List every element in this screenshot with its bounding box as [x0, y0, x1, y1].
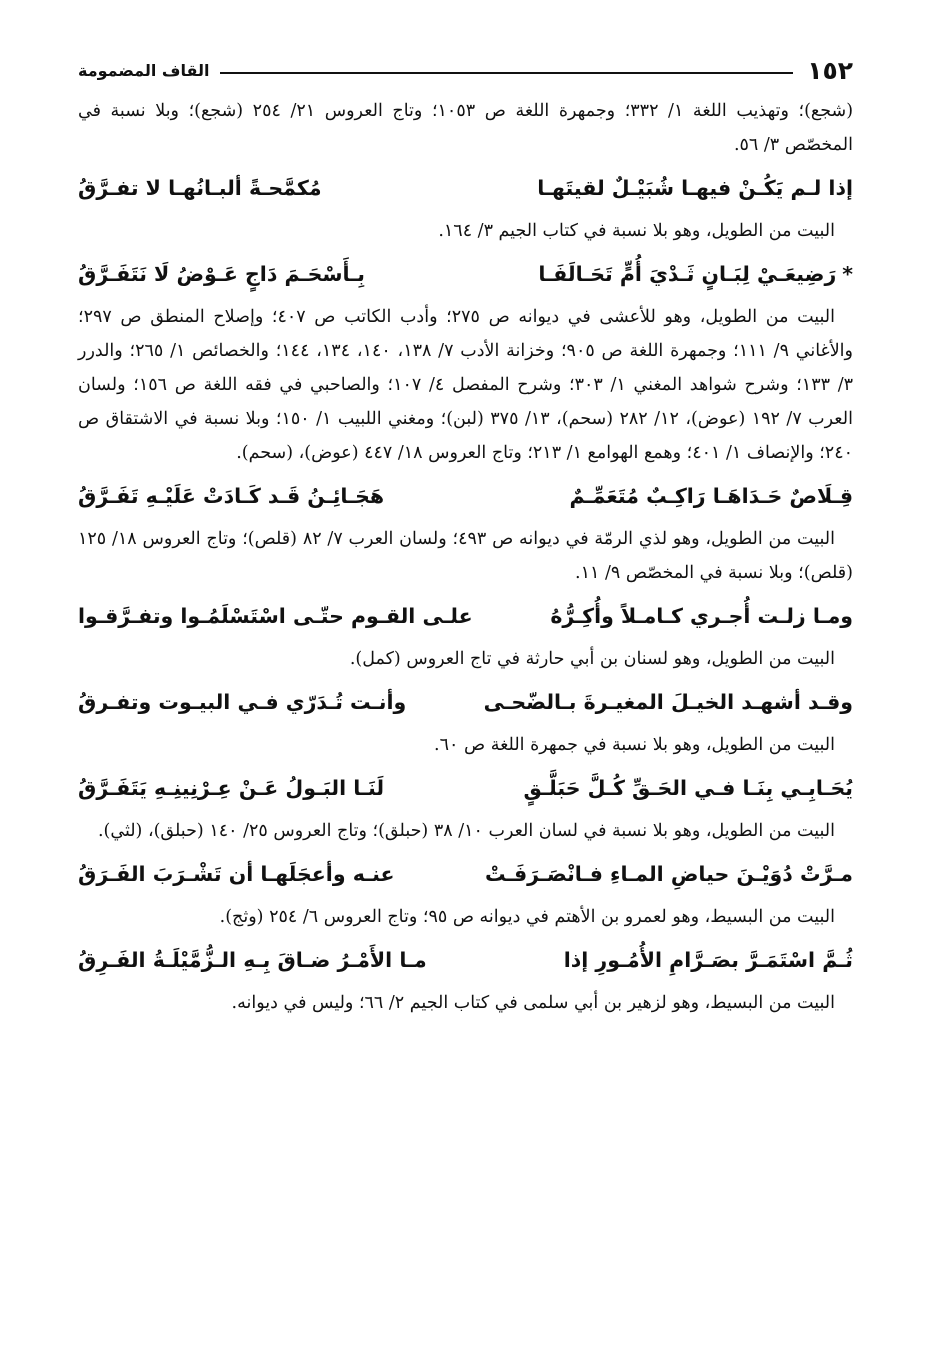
- verse-first-hemistich: [524, 762, 853, 814]
- hemistich-text: رَضِيعَـيْ لِبَـانٍ ثَـدْيَ أُمٍّ تَحَـالَفَـا: [538, 262, 837, 286]
- verse-second-hemistich: بِـأَسْحَـمَ دَاجٍ عَـوْضُ لَا نَتَفَـرَّقُ: [78, 262, 365, 286]
- intro-footnote: (شجع)؛ وتهذيب اللغة ١/ ٣٣٢؛ وجمهرة اللغة ص ١٠٥٣؛ وتاج العروس ٢١/ ٢٥٤ (شجع)؛ وبلا نسبة في المخصّص ٣/ ٥٦.: [78, 101, 854, 155]
- verse-second-hemistich: عنـه وأعجَلَهـا أن تَشْـرَبَ الفَـرَقُ: [78, 862, 395, 886]
- verse-footnote: البيت من البسيط، وهو لزهير بن أبي سلمى في كتاب الجيم ٢/ ٦٦؛ وليس في ديوانه.: [231, 993, 835, 1013]
- verse-first-hemistich: [538, 248, 853, 300]
- verse-first-hemistich: [570, 470, 853, 522]
- verse-first-hemistich: [537, 162, 853, 214]
- hemistich-text: مـرَّتْ دُوَيْـنَ حياضِ المـاءِ فـانْصَـرَفَـتْ: [485, 862, 853, 886]
- page-content: [78, 94, 853, 1020]
- verse-line: [78, 676, 853, 728]
- verse-entries: [78, 162, 853, 1020]
- verse-footnote: البيت من الطويل، وهو بلا نسبة في جمهرة اللغة ص ٦٠.: [434, 735, 835, 755]
- verse-second-hemistich: مُكمَّحـةً ألبـانُهـا لا تفـرَّقُ: [78, 176, 322, 200]
- verse-first-hemistich: [550, 590, 853, 642]
- verse-second-hemistich: علـى القـوم حتّـى اسْتَسْلَمُـوا وتفـرَّقـوا: [78, 604, 473, 628]
- verse-line: [78, 934, 853, 986]
- chapter-title: القاف المضمومة: [78, 60, 210, 80]
- verse-footnote: البيت من الطويل، وهو لذي الرمّة في ديوانه ص ٤٩٣؛ ولسان العرب ٧/ ٨٢ (قلص)؛ وتاج العروس ١٨/ ١٢٥ (قلص)؛ وبلا نسبة في المخصّص ٩/ ١١.: [78, 529, 853, 583]
- verse-line: [78, 162, 853, 214]
- hemistich-text: قِـلَاصٌ حَـدَاهَـا رَاكِـبٌ مُتَعَمِّـمٌ: [569, 484, 853, 508]
- verse-line: [78, 470, 853, 522]
- verse-first-hemistich: [564, 934, 853, 986]
- verse-second-hemistich: وأنـت تُـدَرّي فـي البيـوت وتفـرقُ: [78, 690, 407, 714]
- star-marker: *: [842, 262, 853, 286]
- hemistich-text: ومـا زلـت أُجـري كـامـلاً وأُكِـرُّهُ: [550, 604, 853, 628]
- verse-second-hemistich: لَنَـا البَـولُ عَـنْ عِـرْنِينِـهِ يَتَفَـرَّقُ: [78, 776, 385, 800]
- page-number: ١٥٢: [807, 55, 853, 85]
- verse-footnote: البيت من الطويل، وهو للأعشى في ديوانه ص ٢٧٥؛ وأدب الكاتب ص ٤٠٧؛ وإصلاح المنطق ص ٢٩٧؛ والأغاني ٩/ ١١١؛ وجمهرة اللغة ص ٩٠٥؛ وخزانة الأدب ٧/ ١٣٨، ١٤٠، ١٣٤، ١٤٤؛ والخصائص ١/ ٢٦٥؛ والدرر ٣/ ١٣٣؛ وشرح شواهد المغني ١/ ٣٠٣؛ وشرح المفصل ٤/ ١٠٧؛ والصاحبي في فقه اللغة ص ١٥٦؛ ولسان العرب ٧/ ١٩٢ (عوض)، ١٢/ ٢٨٢ (سحم)، ١٣/ ٣٧٥ (لبن)؛ ومغني اللبيب ١/ ١٥٠؛ وبلا نسبة في الاشتقاق ص ٢٤٠؛ والإنصاف ١/ ٤٠١؛ وهمع الهوامع ١/ ٢١٣؛ وتاج العروس ١٨/ ٤٤٧ (عوض)، (سحم).: [78, 307, 853, 463]
- verse-footnote: البيت من البسيط، وهو لعمرو بن الأهتم في ديوانه ص ٩٥؛ وتاج العروس ٦/ ٢٥٤ (وثج).: [219, 907, 835, 927]
- verse-footnote: البيت من الطويل، وهو بلا نسبة في لسان العرب ١٠/ ٣٨ (حبلق)؛ وتاج العروس ٢٥/ ١٤٠ (حبلق)، (لثي).: [97, 821, 835, 841]
- verse-line: [78, 762, 853, 814]
- hemistich-text: ثُـمَّ اسْتَمَـرَّ بصَـرَّامِ الأُمُـورِ إذا: [563, 948, 853, 972]
- verse-line: [78, 848, 853, 900]
- verse-footnote: البيت من الطويل، وهو بلا نسبة في كتاب الجيم ٣/ ١٦٤.: [438, 221, 835, 241]
- verse-line: [78, 248, 853, 300]
- verse-footnote: البيت من الطويل، وهو لسنان بن أبي حارثة في تاج العروس (كمل).: [349, 649, 835, 669]
- verse-second-hemistich: هَجَـائِـنُ قَـد كَـادَتْ عَلَيْـهِ تَفَـرَّقُ: [78, 484, 385, 508]
- verse-line: [78, 590, 853, 642]
- header-rule: [220, 72, 794, 74]
- verse-first-hemistich: [485, 848, 853, 900]
- hemistich-text: وقـد أشهـد الخيـلَ المغيـرةَ بـالضّحـى: [483, 690, 853, 714]
- running-header: [78, 52, 853, 88]
- verse-second-hemistich: مـا الأَمْـرُ ضـاقَ بِـهِ الـزُّمَّيْلَـةُ الفَـرِقُ: [78, 948, 427, 972]
- hemistich-text: يُحَـابِـي بِنَـا فـي الحَـقِّ كُـلَّ حَبَلَّـقٍ: [523, 776, 853, 800]
- verse-first-hemistich: [484, 676, 853, 728]
- hemistich-text: إذا لـم يَكُـنْ فيهـا شُبَيْـلٌ لقيتَهـا: [537, 176, 853, 200]
